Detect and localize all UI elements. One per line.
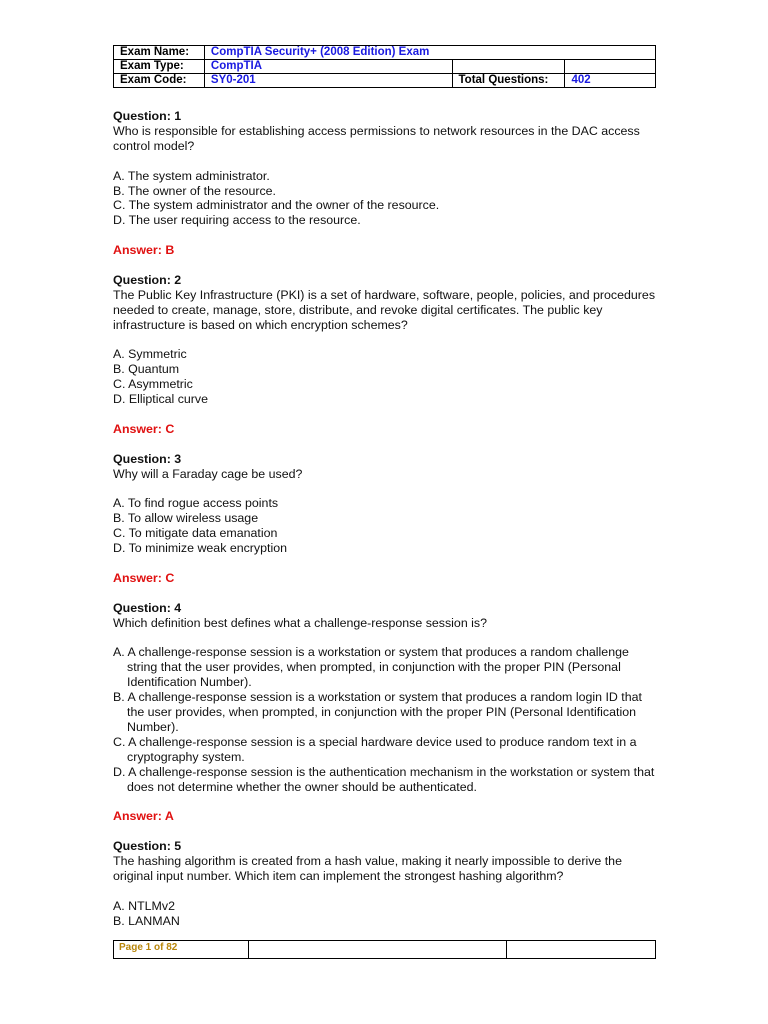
options-list	[113, 645, 658, 794]
option-a: A. NTLMv2	[113, 898, 175, 913]
page-number: Page 1 of 82	[114, 941, 249, 959]
exam-type-label: Exam Type:	[114, 60, 205, 74]
question-title: Question: 2	[113, 272, 182, 287]
question-title: Question: 4	[113, 600, 182, 615]
options-list	[113, 169, 658, 229]
option-b: B. To allow wireless usage	[113, 511, 259, 526]
option-d: D. Elliptical curve	[113, 392, 209, 407]
options-list	[113, 899, 658, 929]
question-text: The Public Key Infrastructure (PKI) is a set of hardware, software, people, policies, and procedures needed to create, manage, store, distribute, and revoke digital certificates. The public key infrastructure is based on which encryption schemes?	[113, 287, 656, 332]
question-text: Who is responsible for establishing access permissions to network resources in the DAC access control model?	[113, 123, 640, 153]
question-text: Which definition best defines what a challenge-response session is?	[113, 615, 488, 630]
option-b: B. LANMAN	[113, 913, 180, 928]
option-b: B. The owner of the resource.	[113, 183, 277, 198]
answer-label: Answer: B	[113, 243, 175, 258]
exam-name-value: CompTIA Security+ (2008 Edition) Exam	[204, 46, 655, 60]
answer-label: Answer: A	[113, 809, 174, 824]
answer-label: Answer: C	[113, 421, 175, 436]
option-d: D. The user requiring access to the resource.	[113, 213, 361, 228]
question-block	[113, 109, 658, 258]
option-a: A. A challenge-response session is a workstation or system that produces a random challenge string that the user provides, when prompted, in conjunction with the proper PIN (Personal Identification Number).	[113, 645, 629, 690]
question-block	[113, 452, 658, 586]
option-c: C. To mitigate data emanation	[113, 526, 278, 541]
empty-cell	[452, 60, 565, 74]
exam-code-label: Exam Code:	[114, 74, 205, 88]
options-list	[113, 347, 658, 407]
option-b: B. Quantum	[113, 362, 180, 377]
option-d: D. A challenge-response session is the authentication mechanism in the workstation or system that does not determine whether the owner should be authenticated.	[113, 764, 655, 794]
option-c: C. The system administrator and the owner of the resource.	[113, 198, 440, 213]
questions-list	[113, 109, 658, 929]
option-c: C. A challenge-response session is a special hardware device used to produce random text in a cryptography system.	[113, 734, 637, 764]
question-block	[113, 601, 658, 825]
empty-cell	[565, 60, 656, 74]
empty-cell	[249, 941, 507, 959]
page-footer-table	[113, 940, 656, 959]
exam-code-value: SY0-201	[204, 74, 452, 88]
option-c: C. Asymmetric	[113, 377, 193, 392]
total-questions-label: Total Questions:	[452, 74, 565, 88]
question-block	[113, 273, 658, 437]
question-block	[113, 839, 658, 928]
question-title: Question: 3	[113, 451, 182, 466]
option-a: A. Symmetric	[113, 347, 187, 362]
exam-info-table	[113, 45, 656, 88]
question-title: Question: 1	[113, 109, 182, 123]
option-a: A. To find rogue access points	[113, 496, 279, 511]
empty-cell	[507, 941, 656, 959]
option-d: D. To minimize weak encryption	[113, 541, 287, 556]
question-title: Question: 5	[113, 839, 182, 854]
exam-name-label: Exam Name:	[114, 46, 205, 60]
options-list	[113, 496, 658, 556]
option-b: B. A challenge-response session is a workstation or system that produces a random login ID that the user provides, when prompted, in conjunction with the proper PIN (Personal Identification Number).	[113, 690, 642, 734]
total-questions-value: 402	[565, 74, 656, 88]
exam-type-value: CompTIA	[204, 60, 452, 74]
question-text: The hashing algorithm is created from a hash value, making it nearly impossible to derive the original input number. Which item can implement the strongest hashing algorithm?	[113, 854, 622, 884]
option-a: A. The system administrator.	[113, 168, 270, 183]
answer-label: Answer: C	[113, 570, 175, 585]
question-text: Why will a Faraday cage be used?	[113, 466, 303, 481]
